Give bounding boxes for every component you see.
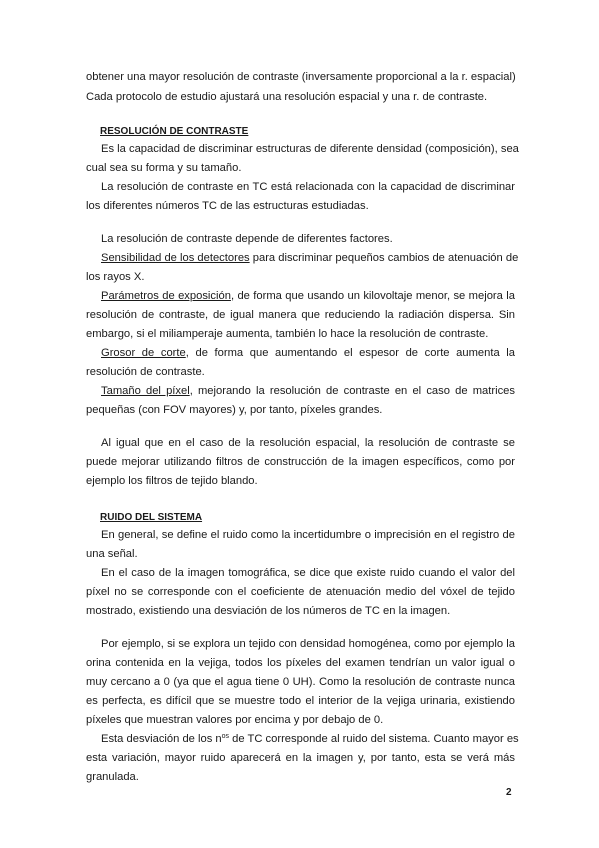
paragraph-line: los diferentes números TC de las estructuras estudiadas. bbox=[86, 200, 369, 212]
paragraph-line: ejemplo los filtros de tejido blando. bbox=[86, 475, 258, 487]
paragraph-line: resolución de contraste, de igual manera que reduciendo la radiación dispersa. Sin bbox=[86, 309, 515, 321]
factor-term: Grosor de corte bbox=[101, 347, 186, 359]
intro-line-2: Cada protocolo de estudio ajustará una resolución espacial y una r. de contraste. bbox=[86, 91, 488, 103]
paragraph-line: La resolución de contraste depende de diferentes factores. bbox=[101, 233, 393, 245]
paragraph-line: los rayos X. bbox=[86, 271, 145, 283]
paragraph-line: En general, se define el ruido como la incertidumbre o imprecisión en el registro de bbox=[101, 529, 515, 541]
factor-text: , de forma que usando un kilovoltaje menor, se mejora la bbox=[230, 290, 515, 302]
factor-item-exposicion bbox=[86, 289, 515, 304]
factor-text: para discriminar pequeños cambios de atenuación de bbox=[249, 252, 519, 264]
paragraph-line: muy cercano a 0 (ya que el agua tiene 0 UH). Como la resolución de contraste nunca bbox=[86, 676, 515, 688]
text-run: Esta desviación de los n bbox=[101, 733, 222, 745]
factor-item-detectores bbox=[86, 251, 519, 266]
paragraph-line: Al igual que en el caso de la resolución espacial, la resolución de contraste se bbox=[101, 437, 515, 449]
paragraph-line: una señal. bbox=[86, 548, 138, 560]
paragraph-line: orina contenida en la vejiga, todos los píxeles del examen tendrían un valor igual o bbox=[86, 657, 515, 669]
paragraph-line: píxeles que muestran valores por encima y por debajo de 0. bbox=[86, 714, 384, 726]
factor-item-grosor bbox=[86, 346, 515, 361]
paragraph-line: Por ejemplo, si se explora un tejido con densidad homogénea, como por ejemplo la bbox=[101, 638, 515, 650]
paragraph-line-desviacion bbox=[86, 732, 519, 747]
page-number: 2 bbox=[506, 787, 512, 798]
paragraph-line: puede mejorar utilizando filtros de construcción de la imagen específicos, como por bbox=[86, 456, 515, 468]
factor-item-pixel bbox=[86, 384, 515, 399]
intro-line-1: obtener una mayor resolución de contraste (inversamente proporcional a la r. espacial) bbox=[86, 71, 516, 83]
paragraph-line: granulada. bbox=[86, 771, 139, 783]
paragraph-line: es perfecta, es difícil que se muestre todo el interior de la vejiga urinaria, existiendo bbox=[86, 695, 515, 707]
paragraph-line: Es la capacidad de discriminar estructuras de diferente densidad (composición), sea bbox=[101, 143, 519, 155]
paragraph-line: embargo, si el miliamperaje aumenta, también lo hace la resolución de contraste. bbox=[86, 328, 489, 340]
factor-term: Tamaño del píxel bbox=[101, 385, 190, 397]
section-heading-contraste: RESOLUCIÓN DE CONTRASTE bbox=[100, 126, 249, 137]
paragraph-line: cual sea su forma y su tamaño. bbox=[86, 162, 242, 174]
section-heading-ruido: RUIDO DEL SISTEMA bbox=[100, 512, 203, 523]
superscript: os bbox=[221, 733, 230, 740]
paragraph-line: pequeñas (con FOV mayores) y, por tanto, píxeles grandes. bbox=[86, 404, 383, 416]
text-run: de TC corresponde al ruido del sistema. Cuanto mayor es bbox=[229, 733, 519, 745]
factor-text: , mejorando la resolución de contraste en el caso de matrices bbox=[189, 385, 516, 397]
paragraph-line: La resolución de contraste en TC está relacionada con la capacidad de discriminar bbox=[101, 181, 515, 193]
factor-text: , de forma que aumentando el espesor de corte aumenta la bbox=[185, 347, 515, 359]
factor-term: Parámetros de exposición bbox=[101, 290, 231, 302]
factor-term: Sensibilidad de los detectores bbox=[101, 252, 250, 264]
paragraph-line: En el caso de la imagen tomográfica, se dice que existe ruido cuando el valor del bbox=[101, 567, 515, 579]
paragraph-line: resolución de contraste. bbox=[86, 366, 205, 378]
paragraph-line: esta variación, mayor ruido aparecerá en la imagen y, por tanto, esta se verá más bbox=[86, 752, 515, 764]
paragraph-line: mostrado, existiendo una desviación de los números de TC en la imagen. bbox=[86, 605, 451, 617]
paragraph-line: píxel no se corresponde con el coeficiente de atenuación medio del vóxel de tejido bbox=[86, 586, 515, 598]
